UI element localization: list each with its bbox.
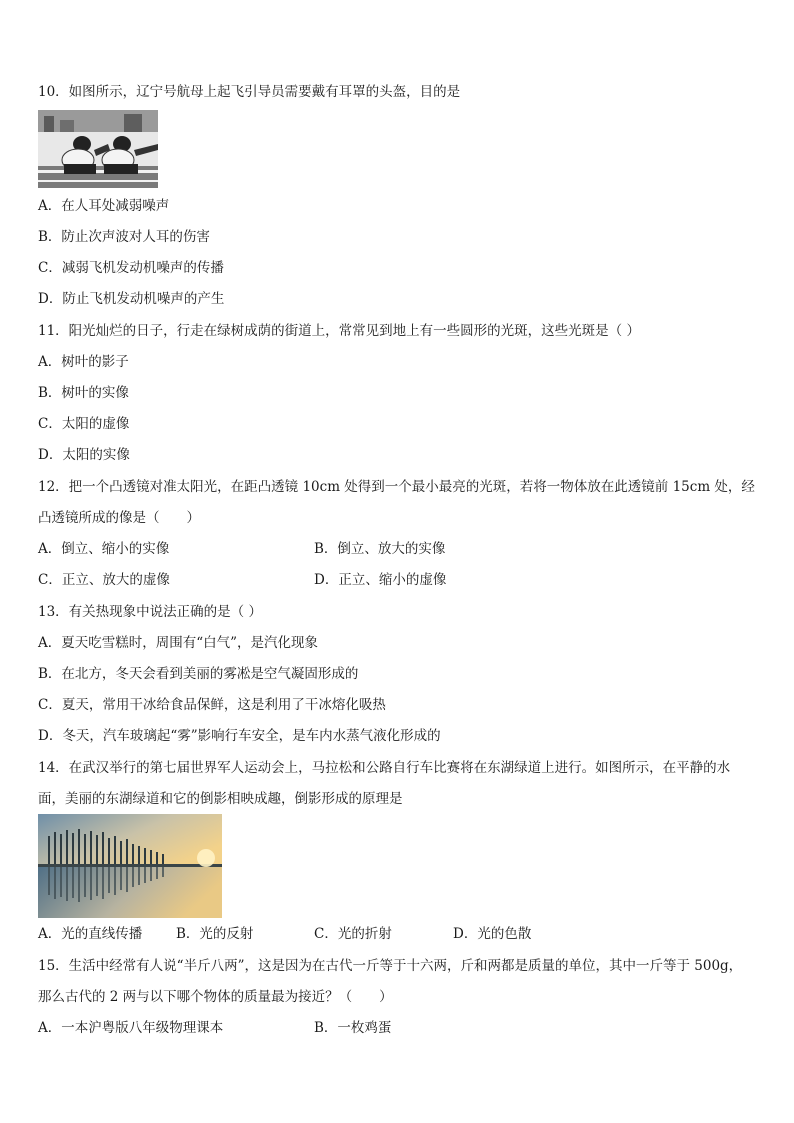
q15-option-a: A．一本沪粤版八年级物理课本	[38, 1020, 224, 1036]
q14-photo-illustration	[38, 814, 222, 918]
q13-option-a: A．夏天吃雪糕时，周围有“白气”，是汽化现象	[38, 635, 319, 651]
q12-option-a: A．倒立、缩小的实像	[38, 541, 170, 557]
q11-option-a: A．树叶的影子	[38, 354, 129, 370]
q11-option-b: B．树叶的实像	[38, 385, 129, 401]
q10-option-a: A．在人耳处减弱噪声	[38, 198, 170, 214]
q10-stem: 10．如图所示，辽宁号航母上起飞引导员需要戴有耳罩的头盔，目的是	[38, 84, 461, 100]
q12-option-c: C．正立、放大的虚像	[38, 572, 170, 588]
q10-option-b: B．防止次声波对人耳的伤害	[38, 229, 210, 245]
q14-stem-line2: 面，美丽的东湖绿道和它的倒影相映成趣，倒影形成的原理是	[38, 791, 403, 807]
q13-option-c: C．夏天，常用干冰给食品保鲜，这是利用了干冰熔化吸热	[38, 697, 386, 713]
q12-stem-line2: 凸透镜所成的像是（ ）	[38, 510, 200, 526]
q11-option-c: C．太阳的虚像	[38, 416, 130, 432]
q13-option-d: D．冬天，汽车玻璃起“雾”影响行车安全，是车内水蒸气液化形成的	[38, 728, 441, 744]
q10-option-c: C．减弱飞机发动机噪声的传播	[38, 260, 224, 276]
q12-stem-line1: 12．把一个凸透镜对准太阳光，在距凸透镜 10cm 处得到一个最小最亮的光斑，若将一物体放在此透镜前 15cm 处，经	[38, 479, 755, 495]
q15-option-b: B．一枚鸡蛋	[314, 1020, 392, 1036]
q12-option-b: B．倒立、放大的实像	[314, 541, 446, 557]
q13-option-b: B．在北方，冬天会看到美丽的雾凇是空气凝固形成的	[38, 666, 359, 682]
q14-option-b: B．光的反射	[176, 926, 254, 942]
q14-option-a: A．光的直线传播	[38, 926, 143, 942]
q14-stem-line1: 14．在武汉举行的第七届世界军人运动会上，马拉松和公路自行车比赛将在东湖绿道上进行。如图所示，在平静的水	[38, 760, 731, 776]
q10-photo-illustration	[38, 110, 158, 188]
q12-option-d: D．正立、缩小的虚像	[314, 572, 447, 588]
q14-figure-lake-reflection-photo	[38, 814, 222, 918]
q14-option-c: C．光的折射	[314, 926, 392, 942]
q15-stem-line1: 15．生活中经常有人说“半斤八两”，这是因为在古代一斤等于十六两，斤和两都是质量的单位，其中一斤等于 500g，	[38, 958, 743, 974]
q11-option-d: D．太阳的实像	[38, 447, 130, 463]
q15-stem-line2: 那么古代的 2 两与以下哪个物体的质量最为接近？（ ）	[38, 989, 393, 1005]
q13-stem: 13．有关热现象中说法正确的是（ ）	[38, 604, 262, 620]
q10-figure-deck-crew-photo	[38, 110, 158, 188]
q10-option-d: D．防止飞机发动机噪声的产生	[38, 291, 225, 307]
q11-stem: 11．阳光灿烂的日子，行走在绿树成荫的街道上，常常见到地上有一些圆形的光斑，这些光斑是（ ）	[38, 323, 640, 339]
q14-option-d: D．光的色散	[453, 926, 532, 942]
